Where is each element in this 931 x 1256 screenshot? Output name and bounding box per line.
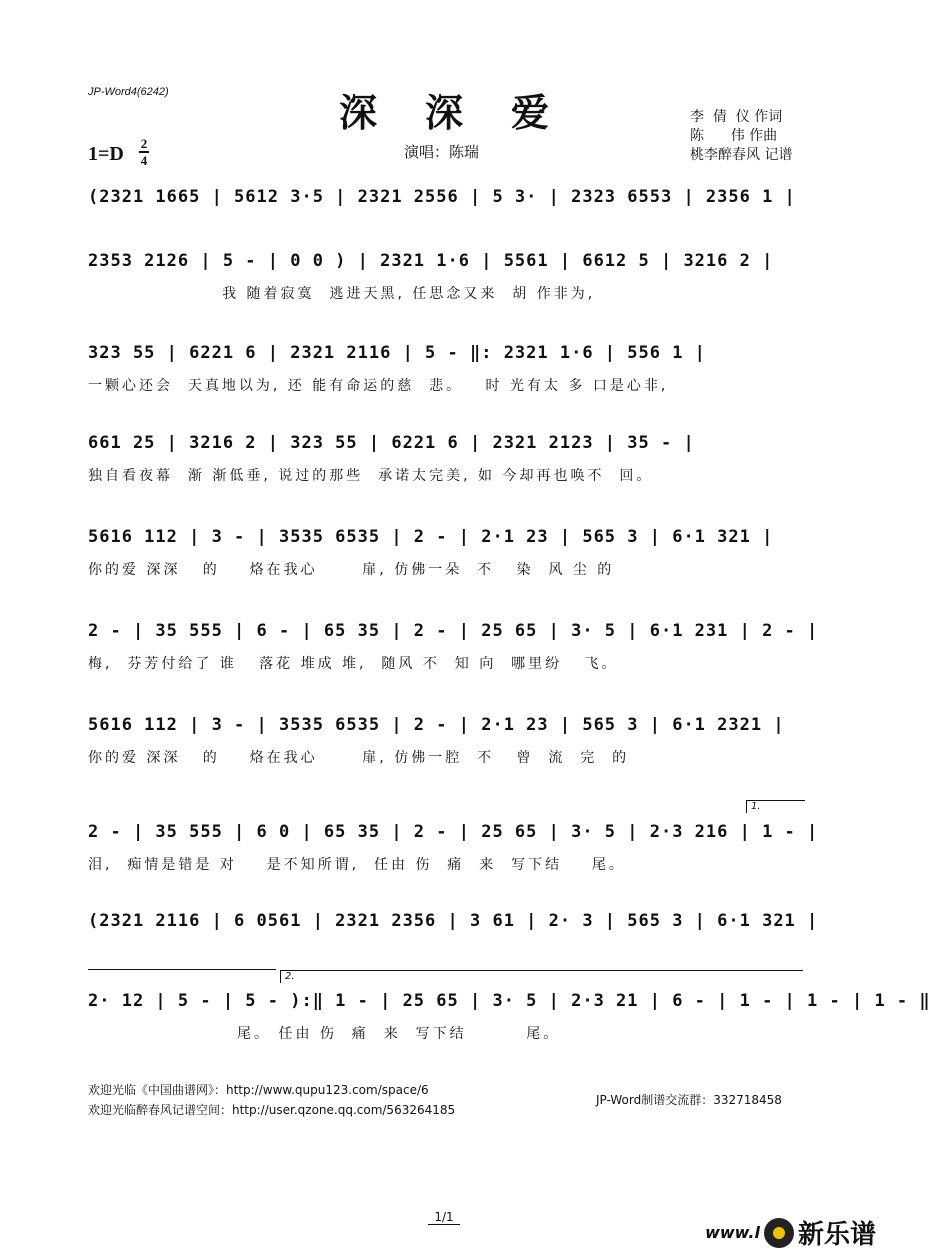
software-label: JP-Word4(6242) bbox=[88, 86, 169, 98]
composer-credit: 陈 伟 作曲 bbox=[690, 128, 778, 144]
system-rule bbox=[88, 969, 276, 970]
lyric-line: 梅, 芬芳付给了 谁 落花 堆成 堆, 随风 不 知 向 哪里纷 飞。 bbox=[88, 656, 619, 672]
singer-credit: 演唱：陈瑞 bbox=[404, 143, 480, 161]
site-watermark bbox=[705, 1214, 876, 1251]
lyric-line: 你的爱 深深 的 烙在我心 扉, 仿佛一腔 不 曾 流 完 的 bbox=[88, 750, 630, 766]
lyricist-credit: 李 倩 仪 作词 bbox=[690, 109, 783, 125]
footer-links bbox=[88, 1080, 455, 1120]
first-ending-bracket: 1. bbox=[746, 800, 805, 813]
notation-line: 5616 112 | 3 - | 3535 6535 | 2 - | 2·1 23 | 565 3 | 6·1 2321 | bbox=[88, 715, 785, 735]
watermark-url: www.l bbox=[705, 1223, 760, 1242]
notation-line: 661 25 | 3216 2 | 323 55 | 6221 6 | 2321 2123 | 35 - | bbox=[88, 433, 695, 453]
notation-line: (2321 1665 | 5612 3·5 | 2321 2556 | 5 3· | 2323 6553 | 2356 1 | bbox=[88, 187, 796, 207]
credits-block bbox=[690, 108, 792, 165]
notation-line: 2 - | 35 555 | 6 - | 65 35 | 2 - | 25 65 | 3· 5 | 6·1 231 | 2 - | bbox=[88, 621, 819, 641]
footer-line-2: 欢迎光临醉春风记谱空间：http://user.qzone.qq.com/563264185 bbox=[88, 1103, 456, 1117]
lyric-line: 我 随着寂寞 逃进天黑, 任思念又来 胡 作非为, bbox=[88, 286, 596, 302]
lyric-line: 泪, 痴情是错是 对 是不知所谓, 任由 伤 痛 来 写下结 尾。 bbox=[88, 857, 626, 873]
lyric-line: 尾。 任由 伤 痛 来 写下结 尾。 bbox=[88, 1026, 561, 1042]
notation-line: 2· 12 | 5 - | 5 - ):‖ 1 - | 25 65 | 3· 5 | 2·3 21 | 6 - | 1 - | 1 - | 1 - ‖ bbox=[88, 991, 931, 1011]
notation-line: 2353 2126 | 5 - | 0 0 ) | 2321 1·6 | 5561 | 6612 5 | 3216 2 | bbox=[88, 251, 774, 271]
group-info: JP-Word制谱交流群：332718458 bbox=[596, 1093, 782, 1107]
notation-line: 2 - | 35 555 | 6 0 | 65 35 | 2 - | 25 65 | 3· 5 | 2·3 216 | 1 - | bbox=[88, 822, 819, 842]
transcriber-credit: 桃李醉春风 记谱 bbox=[690, 147, 793, 163]
notation-line: 5616 112 | 3 - | 3535 6535 | 2 - | 2·1 23 | 565 3 | 6·1 321 | bbox=[88, 527, 774, 547]
key-signature: 1=D bbox=[88, 143, 124, 165]
lyric-line: 你的爱 深深 的 烙在我心 扉, 仿佛一朵 不 染 风 尘 的 bbox=[88, 562, 615, 578]
disc-logo-icon bbox=[764, 1218, 794, 1248]
footer-line-1: 欢迎光临《中国曲谱网》：http://www.qupu123.com/space/6 bbox=[88, 1083, 429, 1097]
lyric-line: 一颗心还会 天真地以为, 还 能有命运的慈 悲。 时 光有太 多 口是心非, bbox=[88, 378, 669, 394]
page-number-text: 1/1 bbox=[428, 1210, 459, 1225]
notation-line: 323 55 | 6221 6 | 2321 2116 | 5 - ‖: 2321 1·6 | 556 1 | bbox=[88, 343, 706, 363]
meter-bottom: 4 bbox=[140, 153, 148, 168]
meter-top: 2 bbox=[140, 136, 148, 151]
song-title: 深深爱 bbox=[338, 90, 597, 135]
second-ending-bracket: 2. bbox=[280, 970, 803, 983]
notation-line: (2321 2116 | 6 0561 | 2321 2356 | 3 61 | 2· 3 | 565 3 | 6·1 321 | bbox=[88, 911, 819, 931]
watermark-brand-name: 新乐谱 bbox=[797, 1220, 876, 1250]
time-signature bbox=[139, 137, 149, 167]
lyric-line: 独自看夜幕 渐 渐低垂, 说过的那些 承诺太完美, 如 今却再也唤不 回。 bbox=[88, 468, 654, 484]
